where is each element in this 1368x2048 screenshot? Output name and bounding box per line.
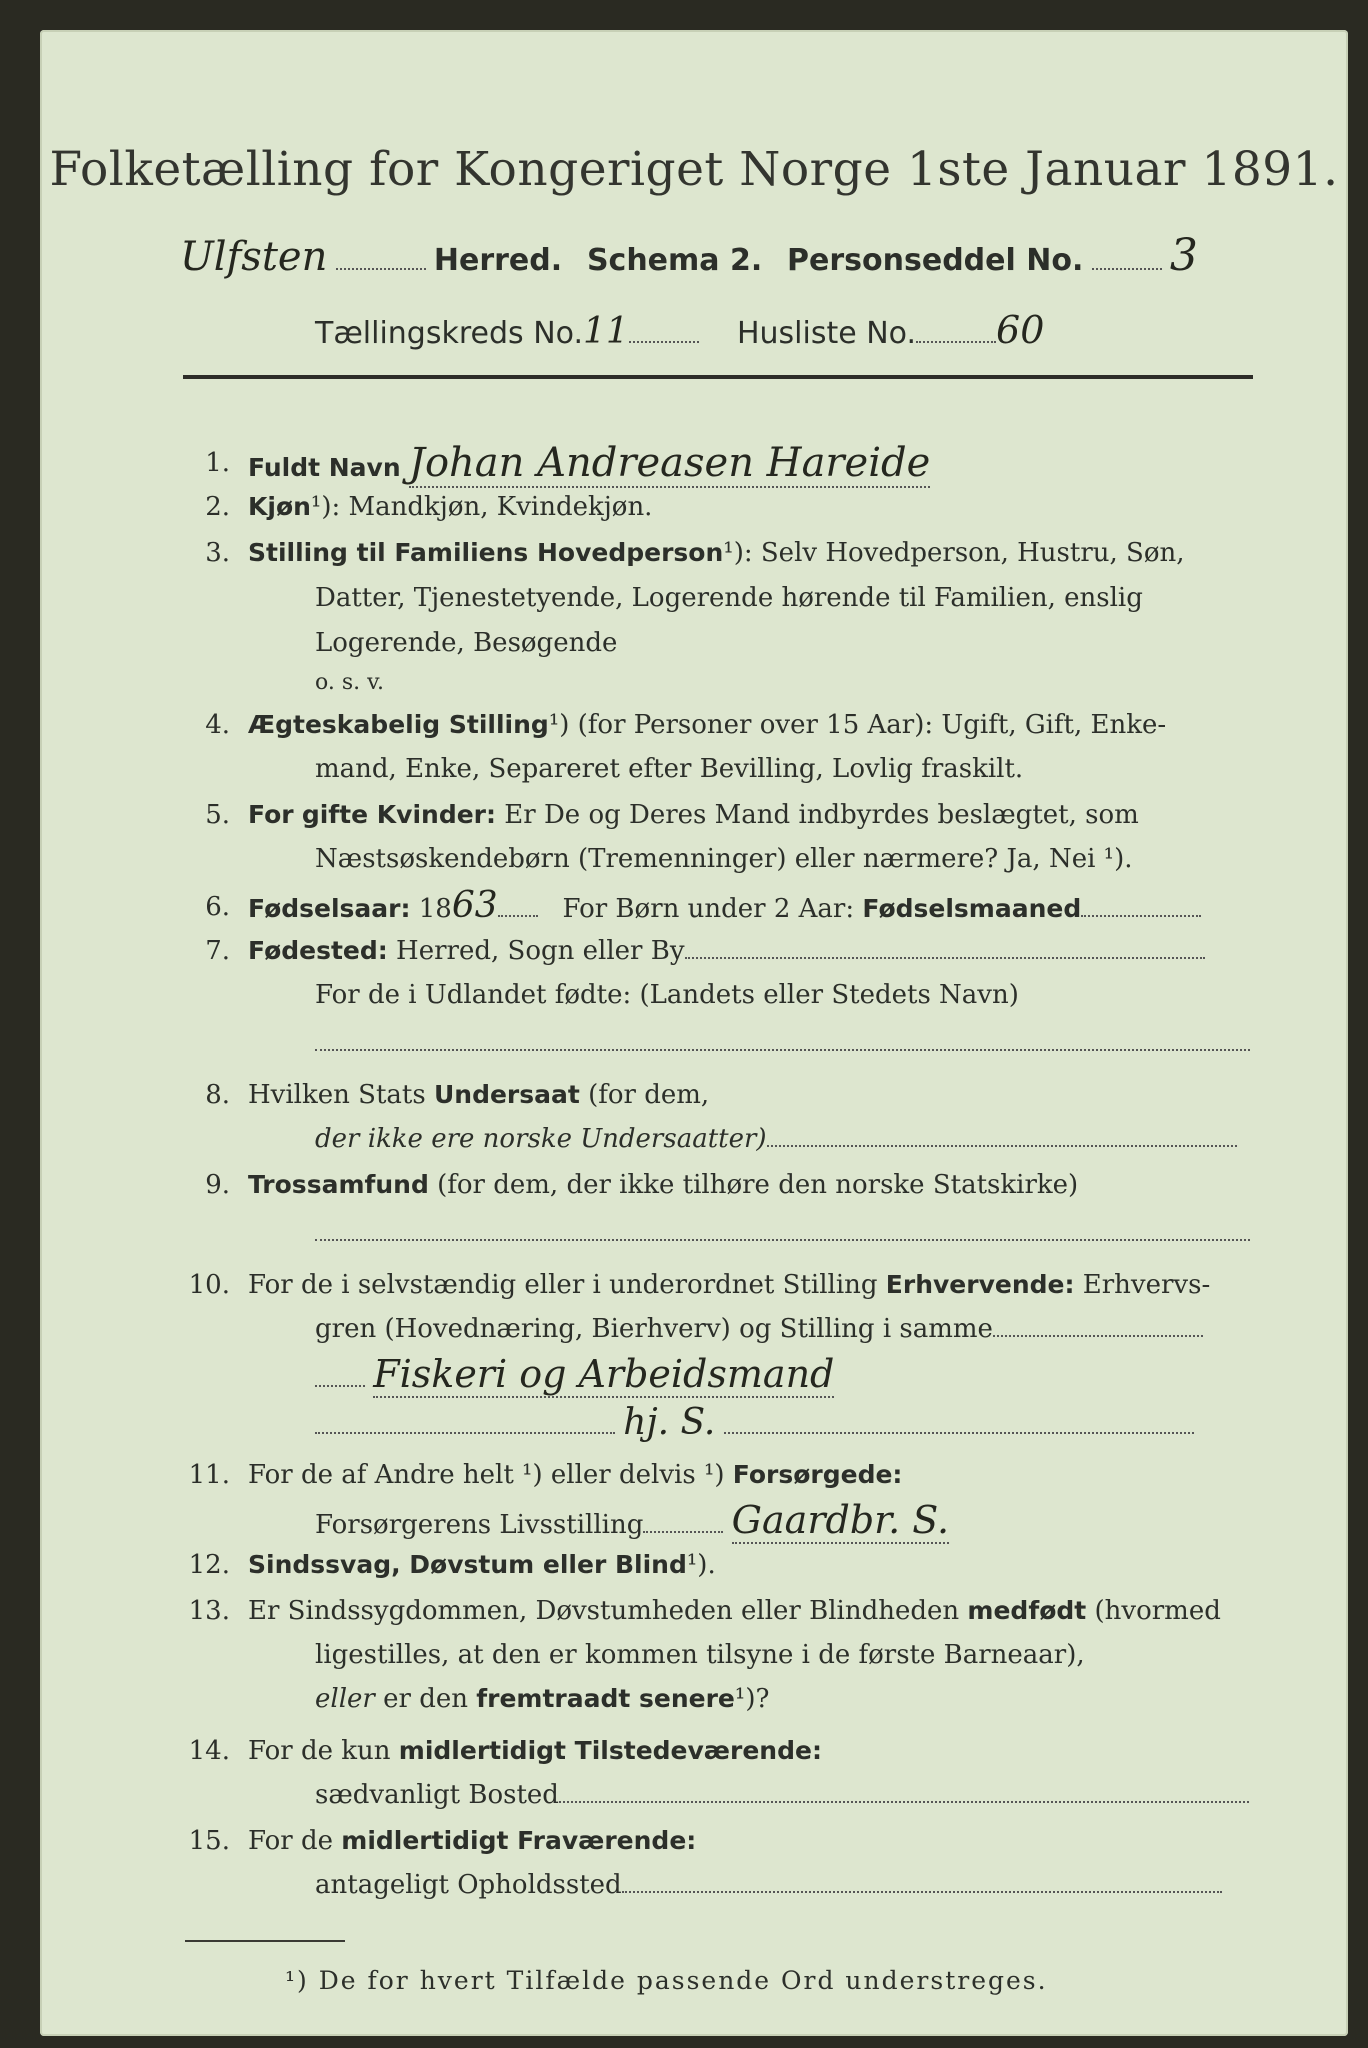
kreds-label: Tællingskreds No.	[315, 316, 583, 351]
occupation-line-2	[315, 1314, 1203, 1344]
item-number: 12.	[188, 1550, 230, 1580]
husliste-value: 60	[996, 308, 1045, 352]
dotted-fill	[622, 1891, 1222, 1893]
congenital-line-2: ligestilles, at den er kommen tilsyne i de første Barneaar),	[315, 1640, 1085, 1670]
dotted-fill	[643, 1531, 723, 1533]
item-13	[248, 1596, 1221, 1626]
dotted-line	[315, 1218, 1250, 1248]
item-4	[248, 710, 1166, 740]
dotted-fill	[315, 1049, 1250, 1051]
dotted-fill	[993, 1335, 1203, 1337]
congenital-label: medfødt	[967, 1596, 1087, 1625]
temporary-present-label: midlertidigt Tilstedeværende:	[398, 1736, 822, 1765]
dotted-fill	[1092, 268, 1162, 270]
occupation-intro: For de i selvstændig eller i underordnet Stilling	[248, 1270, 878, 1300]
married-women-label: gifte Kvinder:	[301, 800, 497, 829]
item-2	[248, 492, 652, 522]
dotted-fill	[315, 1239, 1250, 1241]
dotted-fill	[916, 341, 996, 343]
item-number: 14.	[188, 1736, 230, 1766]
nationality-note: (for dem,	[588, 1080, 710, 1110]
item-number: 13.	[188, 1596, 230, 1626]
occupation-intro-2: Erhvervs-	[1082, 1270, 1211, 1300]
item-number: 11.	[188, 1460, 230, 1490]
dotted-fill	[724, 1432, 1194, 1434]
item-3	[248, 538, 1185, 568]
congenital-intro: Er Sindssygdommen, Døvstumheden eller Blindheden	[248, 1596, 960, 1626]
herred-label: Herred.	[433, 243, 563, 278]
item-11	[248, 1460, 902, 1490]
item-number: 3.	[205, 538, 230, 568]
item-1	[248, 440, 930, 486]
item-number: 5.	[205, 800, 230, 830]
item-9	[248, 1170, 1078, 1200]
item-14	[248, 1736, 822, 1766]
footnote: ¹) De for hvert Tilfælde passende Ord understreges.	[285, 1966, 1048, 1995]
header-line-1	[180, 230, 1198, 281]
dotted-fill	[315, 1385, 365, 1387]
occupation-value-2: hj. S.	[623, 1402, 716, 1443]
item-number: 7.	[205, 936, 230, 966]
disability-label: Sindssvag, Døvstum eller Blind	[248, 1550, 687, 1579]
congenital-line-3c: ¹)?	[734, 1684, 770, 1714]
item-number: 4.	[205, 710, 230, 740]
item-10	[248, 1270, 1210, 1300]
birthplace-abroad: For de i Udlandet fødte: (Landets eller Stedets Navn)	[315, 980, 1019, 1010]
item-7	[248, 936, 1205, 966]
nationality-label: Undersaat	[433, 1080, 580, 1109]
footnote-rule	[185, 1940, 345, 1942]
congenital-intro-2: (hvormed	[1094, 1596, 1221, 1626]
dotted-fill	[336, 268, 426, 270]
header-rule	[183, 375, 1253, 379]
family-position-label: Stilling til Familiens Hovedperson	[248, 538, 724, 567]
probable-residence-line	[315, 1870, 1222, 1900]
temporary-absent-label: midlertidigt Fraværende:	[341, 1826, 697, 1855]
dotted-fill	[559, 1801, 1249, 1803]
nationality-note-2: der ikke ere norske Undersaatter)	[315, 1124, 767, 1154]
personseddel-value: 3	[1169, 230, 1198, 281]
item-number: 10.	[188, 1270, 230, 1300]
probable-residence-label: antageligt Opholdssted	[315, 1870, 622, 1900]
husliste-label: Husliste No.	[736, 316, 917, 351]
census-form	[40, 30, 1348, 2036]
congenital-line-3	[315, 1684, 769, 1714]
married-women-question-1: Er De og Deres Mand indbyrdes beslægtet, som	[504, 800, 1139, 830]
supported-label: Forsørgede:	[732, 1460, 903, 1489]
occupation-answer-line-1	[315, 1352, 834, 1396]
dotted-fill	[767, 1145, 1237, 1147]
full-name-label: Fuldt Navn	[248, 453, 401, 482]
birth-year-label: Fødselsaar:	[248, 894, 411, 923]
family-position-options-4: o. s. v.	[315, 670, 384, 695]
married-women-prefix: For	[248, 800, 294, 829]
occupation-label: Erhvervende:	[885, 1270, 1075, 1299]
marital-status-label: Ægteskabelig Stilling	[248, 710, 549, 739]
provider-label: Forsørgerens Livsstilling	[315, 1510, 644, 1540]
congenital-line-3a: eller	[315, 1684, 375, 1714]
birth-month-label: Fødselsmaaned	[862, 894, 1082, 923]
item-8	[248, 1080, 709, 1110]
marital-status-options-2: mand, Enke, Separeret efter Bevilling, Lovlig fraskilt.	[315, 754, 1024, 784]
nationality-intro: Hvilken Stats	[248, 1080, 426, 1110]
usual-residence-line	[315, 1780, 1249, 1810]
item-number: 2.	[205, 492, 230, 522]
birthplace-label: Fødested:	[248, 936, 388, 965]
item-number: 1.	[205, 448, 230, 478]
occupation-note: gren (Hovednæring, Bierhverv) og Stilling i samme	[315, 1314, 993, 1344]
kreds-value: 11	[583, 311, 629, 352]
nationality-line-2	[315, 1124, 1237, 1154]
item-12	[248, 1550, 716, 1580]
temporary-absent-intro: For de	[248, 1826, 333, 1856]
usual-residence-label: sædvanligt Bosted	[315, 1780, 559, 1810]
item-15	[248, 1826, 696, 1856]
birth-year-prefix: 18	[418, 894, 452, 924]
supported-intro: For de af Andre helt ¹) eller delvis ¹)	[248, 1460, 725, 1490]
item-number: 8.	[205, 1080, 230, 1110]
married-women-question-2: Næstsøskendebørn (Tremenninger) eller nærmere? Ja, Nei ¹).	[315, 844, 1133, 874]
birthplace-options: Herred, Sogn eller By	[396, 936, 685, 966]
dotted-line	[315, 1028, 1250, 1058]
dotted-fill	[315, 1432, 615, 1434]
provider-line	[315, 1498, 949, 1542]
religion-label: Trossamfund	[248, 1170, 429, 1199]
item-number: 9.	[205, 1170, 230, 1200]
header-line-2	[315, 308, 1044, 352]
dotted-fill	[498, 915, 538, 917]
dotted-fill	[629, 341, 699, 343]
family-position-options-1: ¹): Selv Hovedperson, Hustru, Søn,	[723, 538, 1185, 568]
item-5	[248, 800, 1139, 830]
family-position-options-3: Logerende, Besøgende	[315, 628, 618, 658]
item-number: 6.	[205, 892, 230, 922]
occupation-value-1: Fiskeri og Arbeidsmand	[373, 1352, 835, 1396]
item-number: 15.	[188, 1826, 230, 1856]
marital-status-options-1: ¹) (for Personer over 15 Aar): Ugift, Gift, Enke-	[548, 710, 1167, 740]
religion-note: (for dem, der ikke tilhøre den norske Statskirke)	[437, 1170, 1079, 1200]
occupation-answer-line-2	[315, 1402, 1194, 1443]
provider-value: Gaardbr. S.	[731, 1498, 950, 1542]
temporary-present-intro: For de kun	[248, 1736, 391, 1766]
later-onset-label: fremtraadt senere	[476, 1684, 735, 1713]
birth-year-value: 63	[451, 885, 498, 926]
herred-value: Ulfsten	[180, 234, 328, 280]
disability-note: ¹).	[686, 1550, 716, 1580]
congenital-line-3b: er den	[383, 1684, 468, 1714]
dotted-fill	[1081, 915, 1201, 917]
full-name-value: Johan Andreasen Hareide	[408, 440, 931, 486]
item-6	[248, 885, 1201, 926]
dotted-fill	[685, 957, 1205, 959]
birth-month-intro: For Børn under 2 Aar:	[562, 894, 855, 924]
gender-options: ¹): Mandkjøn, Kvindekjøn.	[310, 492, 653, 522]
schema-label: Schema 2.	[586, 243, 763, 278]
family-position-options-2: Datter, Tjenestetyende, Logerende hørende til Familien, enslig	[315, 583, 1143, 613]
form-title: Folketælling for Kongeriget Norge 1ste Januar 1891.	[49, 142, 1339, 197]
personseddel-label: Personseddel No.	[787, 243, 1084, 278]
gender-label: Kjøn	[248, 492, 311, 521]
